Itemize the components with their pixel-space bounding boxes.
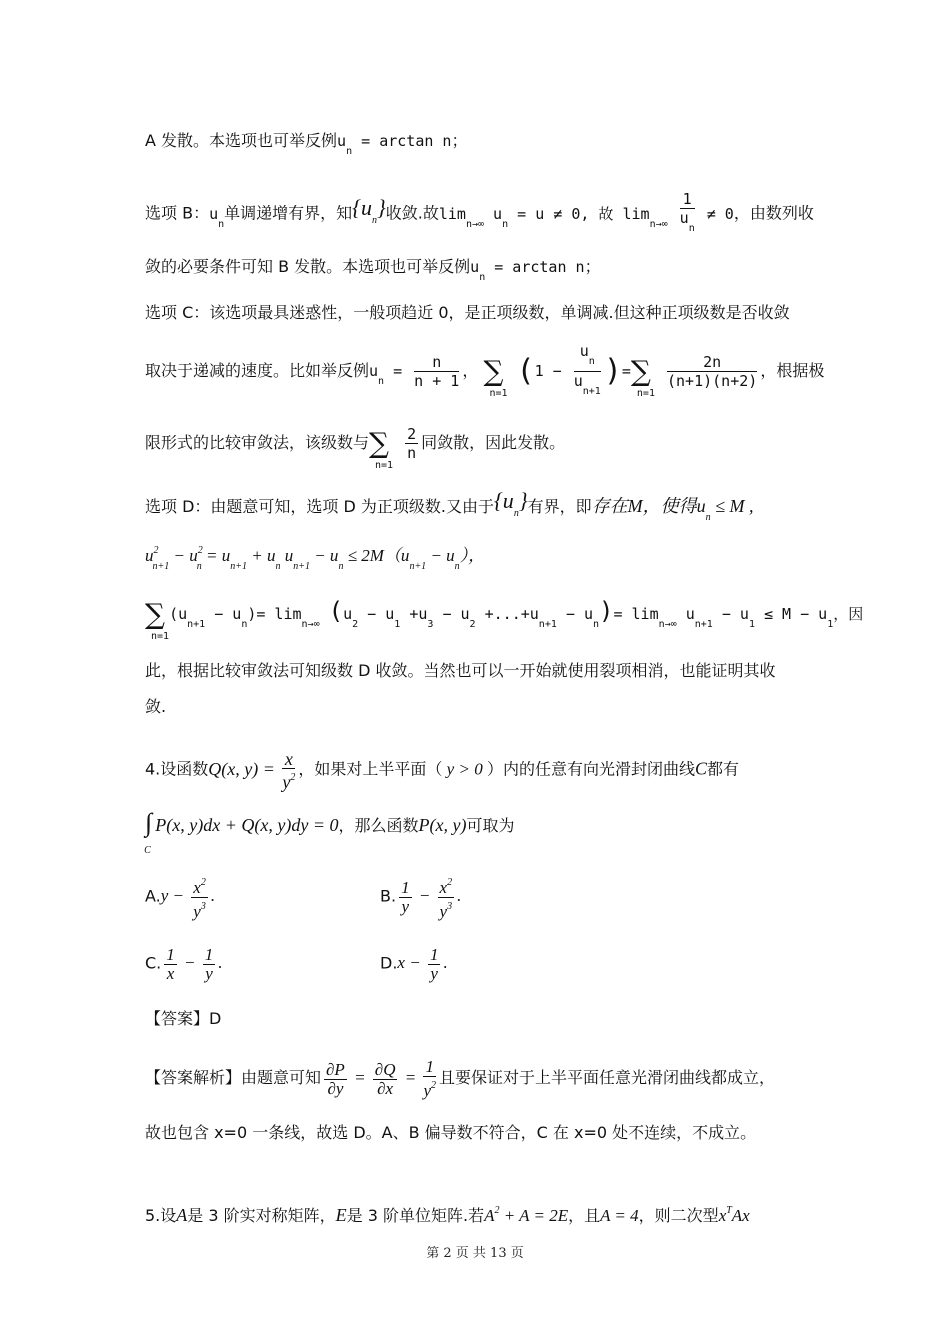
q4-stem — [145, 750, 739, 791]
option-a-label: A. — [145, 886, 161, 906]
option-c-expr: $\frac{1}{x}$ − $\frac{1}{y}$ . — [166, 945, 223, 983]
text: 4.设函数 — [145, 759, 209, 779]
math-telescoping: $\sum_{n=1}(u_{n+1} - u_n)= \lim_{n\to\infty} (u_2 - u_1 +u_3 - u_2 +...+u_{n+1} - u_n)= \lim_{n\to\infty} u_{n+1} - u_1 \le M - u_1$ — [145, 597, 834, 642]
text: 选项 C：该选项最具迷惑性，一般项趋近 0，是正项级数，单调减.但这种正项级数是否收敛 — [145, 303, 790, 322]
option-d-label: D. — [380, 953, 398, 973]
math-C: C — [694, 758, 707, 779]
q5-stem — [145, 1200, 750, 1227]
option-b-label: B. — [380, 886, 397, 906]
text: ，那么函数 — [338, 816, 419, 835]
text: 存在M，使得 — [591, 496, 697, 516]
line-11 — [145, 696, 166, 718]
option-d[interactable] — [380, 946, 448, 983]
math-lim-1: $\lim_{n\to\infty} u_n = u \ne 0$, 故 $\lim_{n\to\infty}$ $\frac{1}{u_n}$ ≠ 0 — [438, 190, 734, 234]
text: 取决于递减的速度。比如举反例 — [145, 361, 370, 380]
option-c[interactable] — [145, 946, 223, 983]
option-d-expr: x − $\frac{1}{y}$ . — [397, 945, 448, 983]
text: ）内的任意有向光滑封闭曲线 — [486, 759, 695, 779]
text: 是 3 阶实对称矩阵， — [187, 1206, 336, 1225]
line-10 — [145, 660, 776, 682]
option-a[interactable] — [145, 874, 215, 921]
text-yin: ，因 — [833, 605, 864, 623]
line-6 — [145, 425, 565, 477]
analysis-2 — [145, 1122, 756, 1144]
text: 单调递增有界，知 — [224, 203, 353, 223]
math-seq-un: $\{u_n\}$ — [494, 488, 528, 519]
math-un-frac: $u_n$ = $\frac{n}{n + 1}$ — [369, 353, 460, 390]
line-8 — [145, 540, 485, 578]
answer — [145, 1008, 221, 1030]
text: ，且 — [568, 1206, 601, 1225]
text: ，由数列收 — [733, 203, 814, 223]
math-series-c: $\sum_{n=1}$ (1 − $\frac{u_n}{u_{n+1}}$ )$=\sum_{n=1}$ $\frac{2n}{(n+1)(n+2)}$ — [483, 342, 758, 399]
line-9 — [145, 597, 864, 648]
option-b-expr: $\frac{1}{y}$ − $\frac{x^2}{y^3}$ . — [396, 886, 461, 905]
text: A 发散。本选项也可举反例 — [145, 131, 338, 150]
text: ，则二次型 — [638, 1206, 719, 1225]
text-semicolon: ； — [584, 257, 601, 276]
text: 都有 — [706, 759, 739, 779]
math-Q: Q(x, y) = $\frac{x}{y^2}$ — [208, 749, 296, 792]
math-partials: $\frac{\partial P}{\partial y}$ = $\frac{\partial Q}{\partial x}$ = $\frac{1}{y^2}$ — [326, 1057, 437, 1100]
math-square-diff: $u^2_{n+1} - u^2_n = u_{n+1} + u_n$ $u_{n+1} - u_n \le 2M(u_{n+1} - u_n)$， — [145, 545, 486, 572]
text: 敛. — [145, 697, 167, 716]
text: 且要保证对于上半平面任意光滑闭曲线都成立， — [439, 1067, 776, 1087]
option-b[interactable] — [380, 874, 461, 921]
math-integral: $\int_C$ P(x, y)dx + Q(x, y)dy = 0 — [144, 808, 339, 856]
math-y-gt-0: y > 0 — [442, 759, 487, 779]
q4-integral — [144, 808, 515, 862]
line-5 — [145, 342, 824, 405]
text: 敛的必要条件可知 B 发散。本选项也可举反例 — [145, 257, 471, 276]
text: 收敛.故 — [385, 203, 439, 223]
line-2 — [145, 190, 814, 238]
math-detA: A = 4 — [600, 1206, 639, 1225]
text-semicolon: ； — [451, 131, 468, 150]
math-P: P(x, y) — [418, 815, 467, 835]
page-footer: 第 2 页 共 13 页 — [426, 1246, 524, 1261]
math-u-n: $u_n$ — [209, 204, 225, 230]
text: 是 3 阶单位矩阵.若 — [346, 1206, 485, 1225]
text: 可取为 — [466, 816, 515, 835]
text: 5.设 — [145, 1206, 177, 1225]
line-3 — [145, 256, 601, 289]
text: 故也包含 x=0 一条线，故选 D。A、B 偏导数不符合，C 在 x=0 处不连续，不成立。 — [145, 1123, 757, 1142]
math-xTAx: $x^TAx$ — [718, 1205, 750, 1225]
text: ，如果对上半平面（ — [298, 759, 443, 779]
text: 限形式的比较审敛法，该级数与 — [145, 433, 370, 452]
math-arctan: = arctan n — [352, 132, 452, 150]
option-c-label: C. — [145, 953, 162, 973]
math-seq-un: $\{u_n\}$ — [352, 194, 386, 226]
line-4 — [145, 302, 790, 324]
math-un-le-M: $u_n \le M$ , — [696, 496, 754, 523]
math-A2: $A^2 + A = 2E$ — [484, 1205, 569, 1225]
text: 选项 D：由题意可知，选项 D 为正项级数.又由于 — [145, 497, 494, 516]
text: 此，根据比较审敛法可知级数 D 收敛。当然也可以一开始就使用裂项相消，也能证明其收 — [145, 661, 776, 680]
math-E: E — [335, 1205, 347, 1225]
math-sub-n: n — [346, 146, 353, 157]
text: 选项 B： — [145, 203, 210, 223]
text: 【答案解析】由题意可知 — [145, 1067, 322, 1087]
text-comma: ， — [462, 361, 479, 380]
math-sum-2n: $\sum_{n=1}$ $\frac{2}{n}$ — [369, 425, 417, 471]
line-1 — [145, 130, 467, 163]
analysis — [145, 1058, 775, 1100]
option-a-expr: y − $\frac{x^2}{y^3}$ . — [161, 886, 215, 905]
math-u: u — [337, 132, 347, 150]
text: 有界，即 — [527, 497, 592, 516]
text: ，根据极 — [760, 361, 825, 380]
math-A: A — [176, 1205, 188, 1225]
line-7 — [145, 490, 754, 529]
answer-text: 【答案】D — [145, 1009, 222, 1028]
text: 同敛散，因此发散。 — [421, 433, 566, 452]
math-un-arctan: $u_n = \arctan n$ — [470, 258, 585, 283]
